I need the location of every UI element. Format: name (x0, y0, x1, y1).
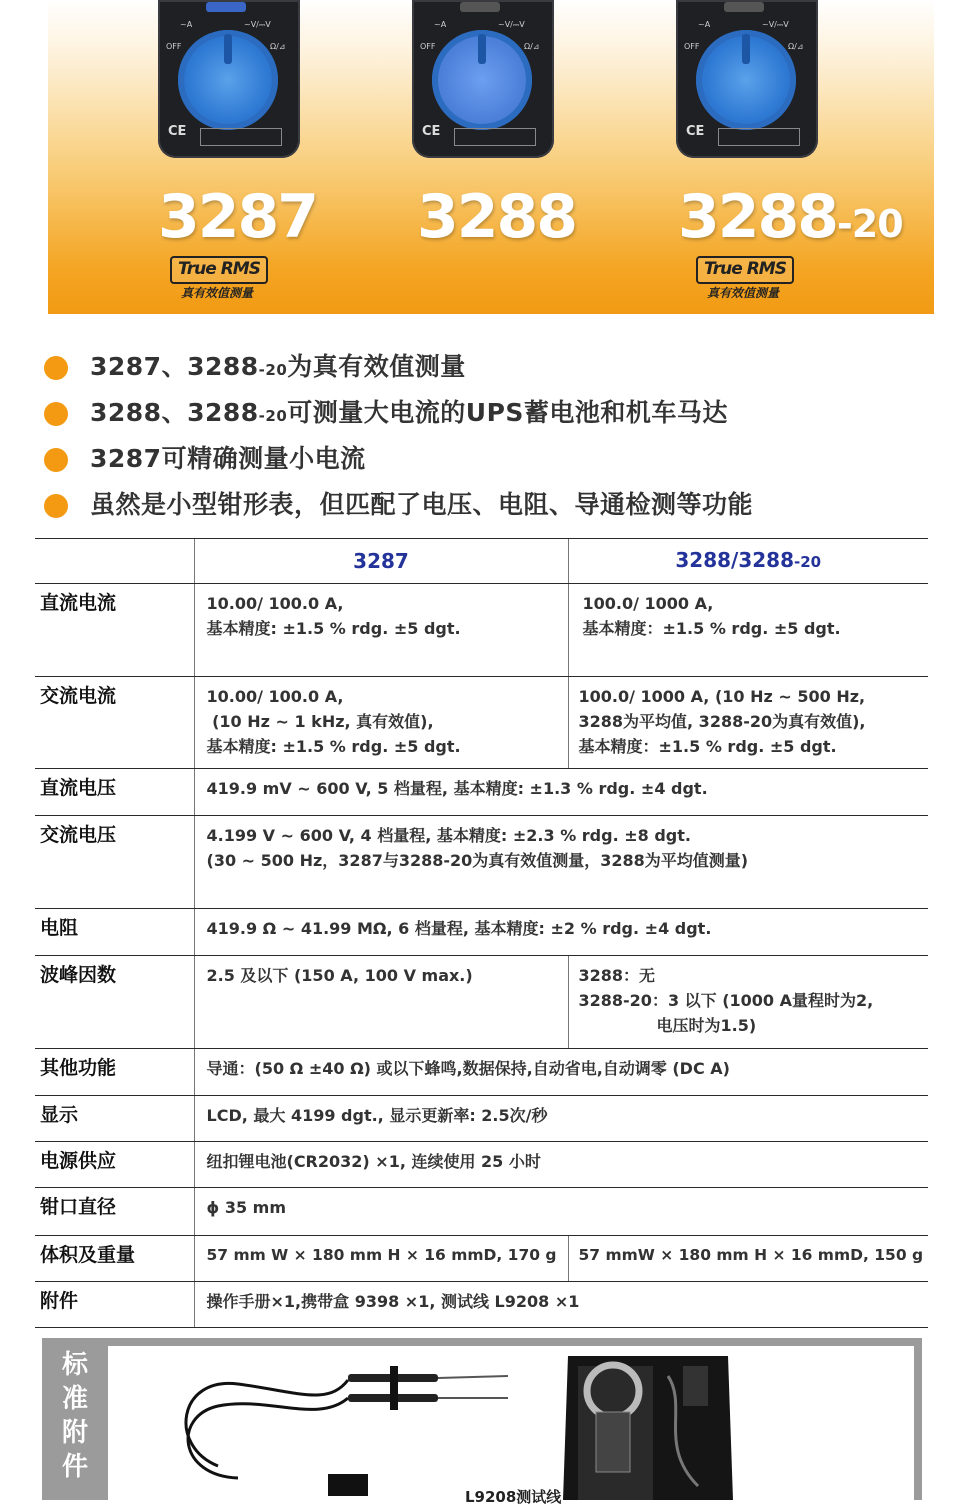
feature-item: 3288、3288-20可测量大电流的UPS蓄电池和机车马达 (44, 390, 753, 436)
product-banner (48, 0, 934, 314)
column-header-3288: 3288/3288-20 (568, 539, 928, 584)
table-row (35, 1142, 928, 1188)
column-header-3287: 3287 (194, 539, 568, 584)
table-cell: LCD, 最大 4199 dgt., 显示更新率: 2.5次/秒 (194, 1096, 928, 1142)
feature-list (44, 344, 753, 528)
table-row (35, 677, 928, 769)
table-row (35, 909, 928, 956)
table-row (35, 956, 928, 1049)
table-row (35, 816, 928, 909)
table-row (35, 1282, 928, 1328)
spec-table (35, 538, 928, 1328)
table-row (35, 1096, 928, 1142)
table-cell: 10.00/ 100.0 A, (10 Hz ~ 1 kHz, 真有效值), 基本精度: ±1.5 % rdg. ±5 dgt. (194, 677, 568, 769)
row-label: 电阻 (35, 909, 194, 956)
true-rms-caption: 真有效值测量 (706, 286, 779, 300)
feature-item: 虽然是小型钳形表，但匹配了电压、电阻、导通检测等功能 (44, 482, 753, 528)
carrying-case-icon (558, 1346, 738, 1500)
table-cell: 2.5 及以下 (150 A, 100 V max.) (194, 956, 568, 1049)
accessory-caption: L9208测试线 (465, 1488, 562, 1506)
model-number-3288: 3288 (417, 182, 576, 252)
row-label: 显示 (35, 1096, 194, 1142)
meter-3287-image: ~A ~V/⎓V OFF Ω/⊿ CE (158, 0, 300, 160)
table-cell: 100.0/ 1000 A, 基本精度：±1.5 % rdg. ±5 dgt. (568, 584, 928, 677)
bullet-dot-icon (44, 494, 68, 518)
standard-accessories-section (42, 1338, 922, 1506)
bullet-dot-icon (44, 448, 68, 472)
row-label: 钳口直径 (35, 1188, 194, 1236)
row-label: 交流电压 (35, 816, 194, 909)
table-cell: ϕ 35 mm (194, 1188, 928, 1236)
table-cell: 3288：无 3288-20：3 以下 (1000 A量程时为2, 电压时为1.5) (568, 956, 928, 1049)
table-row (35, 769, 928, 816)
table-row (35, 1236, 928, 1282)
row-label: 体积及重量 (35, 1236, 194, 1282)
table-cell: 4.199 V ~ 600 V, 4 档量程, 基本精度: ±2.3 % rdg. ±8 dgt. (30 ~ 500 Hz，3287与3288-20为真有效值测量，3288为平均值测量) (194, 816, 928, 909)
test-lead-icon (178, 1346, 508, 1500)
row-label: 电源供应 (35, 1142, 194, 1188)
table-cell: 419.9 Ω ~ 41.99 MΩ, 6 档量程, 基本精度: ±2 % rdg. ±4 dgt. (194, 909, 928, 956)
feature-item: 3287、3288-20为真有效值测量 (44, 344, 753, 390)
table-cell: 10.00/ 100.0 A, 基本精度: ±1.5 % rdg. ±5 dgt. (194, 584, 568, 677)
feature-item: 3287可精确测量小电流 (44, 436, 753, 482)
bullet-dot-icon (44, 356, 68, 380)
true-rms-caption: 真有效值测量 (180, 286, 253, 300)
table-cell: 纽扣锂电池(CR2032) ×1, 连续使用 25 小时 (194, 1142, 928, 1188)
true-rms-badge: True RMS (170, 256, 268, 284)
row-label: 直流电压 (35, 769, 194, 816)
table-cell: 57 mm W × 180 mm H × 16 mmD, 170 g (194, 1236, 568, 1282)
table-cell: 100.0/ 1000 A, (10 Hz ~ 500 Hz, 3288为平均值, 3288-20为真有效值), 基本精度：±1.5 % rdg. ±5 dgt. (568, 677, 928, 769)
rotary-dial-icon (432, 30, 532, 130)
meter-3288-20-image: ~A ~V/⎓V OFF Ω/⊿ CE (676, 0, 818, 160)
accessories-panel (108, 1346, 914, 1506)
table-cell: 操作手册×1,携带盒 9398 ×1, 测试线 L9208 ×1 (194, 1282, 928, 1328)
row-label: 波峰因数 (35, 956, 194, 1049)
model-number-3287: 3287 (158, 182, 317, 252)
rotary-dial-icon (696, 30, 796, 130)
row-label: 直流电流 (35, 584, 194, 677)
table-cell: 419.9 mV ~ 600 V, 5 档量程, 基本精度: ±1.3 % rdg. ±4 dgt. (194, 769, 928, 816)
model-number-3288-20: 3288-20 (678, 182, 903, 252)
row-label: 其他功能 (35, 1049, 194, 1096)
table-cell: 导通：(50 Ω ±40 Ω) 或以下蜂鸣,数据保持,自动省电,自动调零 (DC A) (194, 1049, 928, 1096)
row-label: 交流电流 (35, 677, 194, 769)
table-row (35, 584, 928, 677)
table-row (35, 1188, 928, 1236)
bullet-dot-icon (44, 402, 68, 426)
rotary-dial-icon (178, 30, 278, 130)
section-label: 标 准 附 件 (61, 1350, 88, 1482)
true-rms-badge: True RMS (696, 256, 794, 284)
row-label: 附件 (35, 1282, 194, 1328)
table-cell: 57 mmW × 180 mm H × 16 mmD, 150 g (568, 1236, 928, 1282)
meter-3288-image: ~A ~V/⎓V OFF Ω/⊿ CE (412, 0, 554, 160)
table-header-row (35, 539, 928, 584)
table-row (35, 1049, 928, 1096)
